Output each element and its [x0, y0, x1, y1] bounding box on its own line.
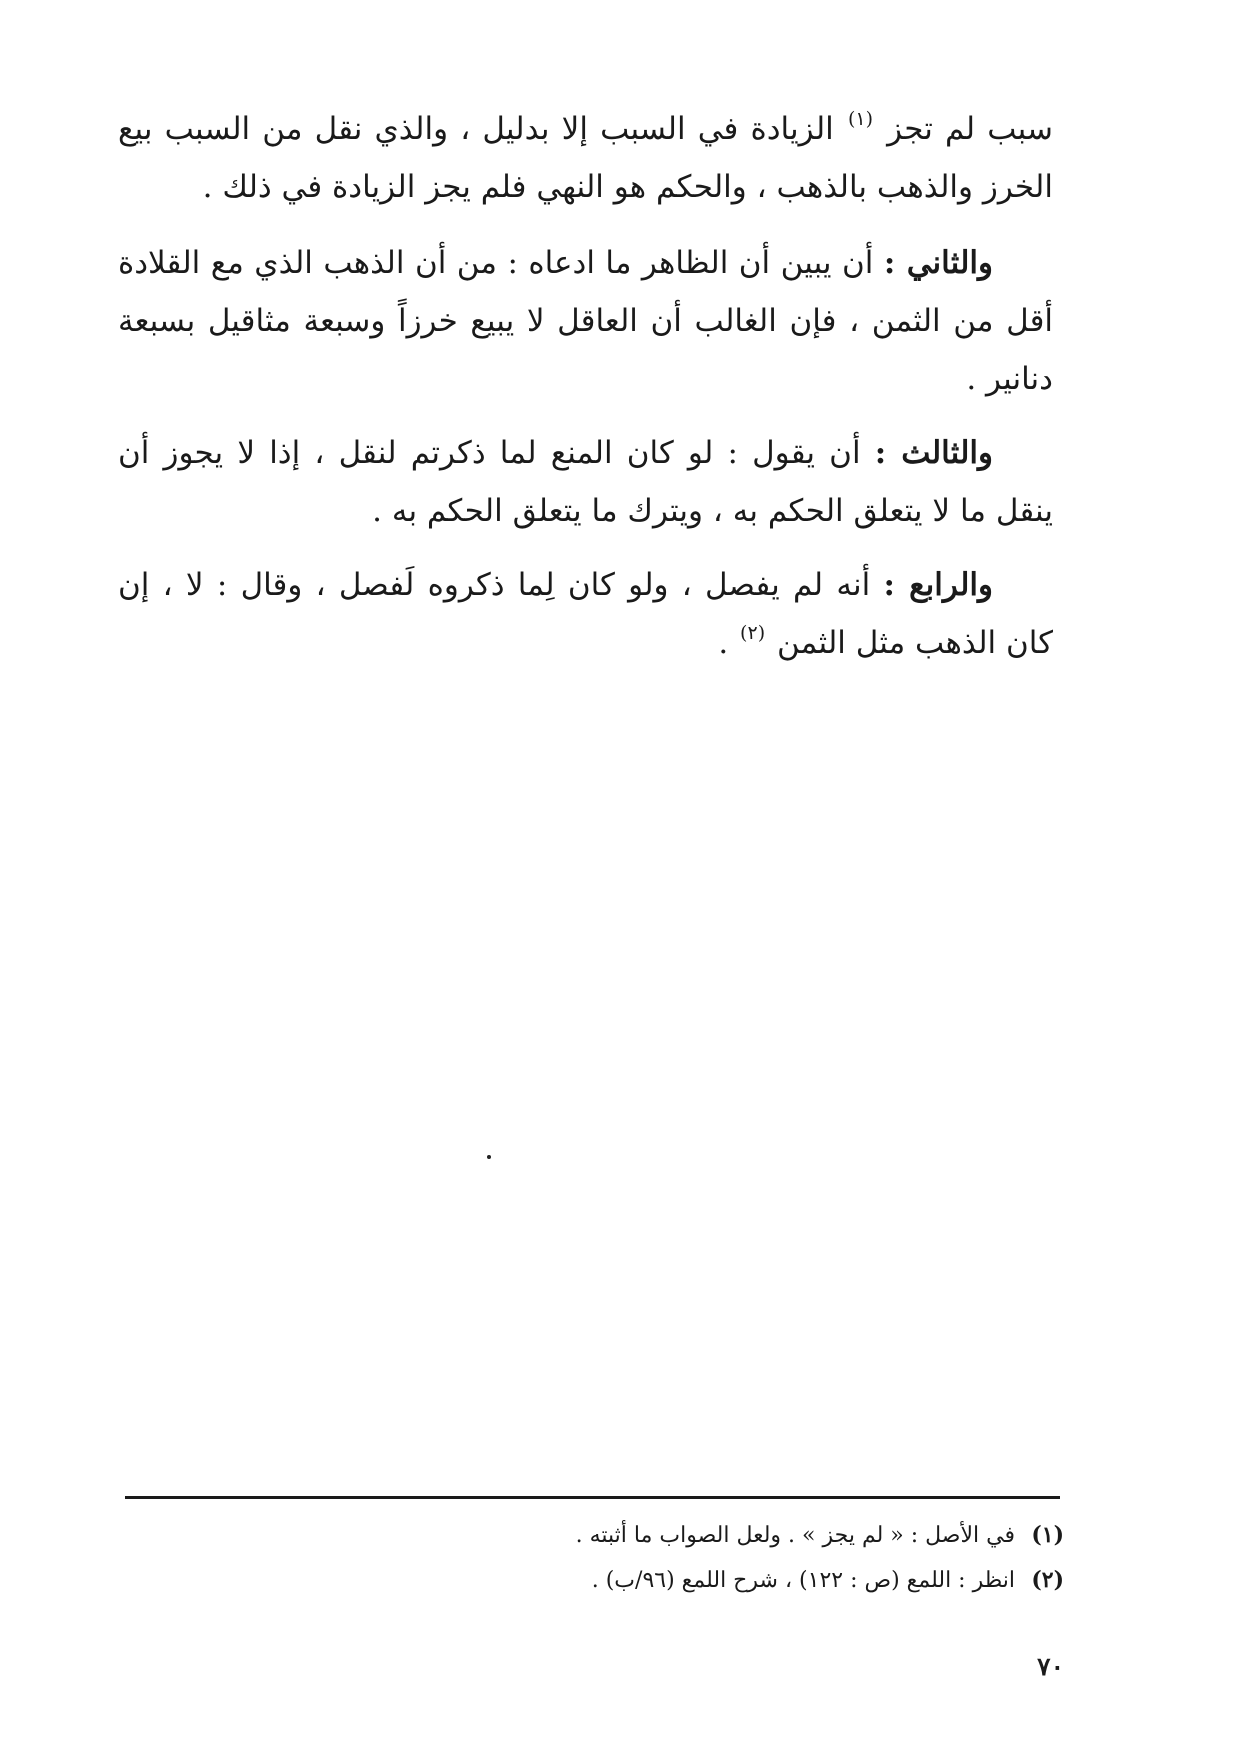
footnote-2: [164, 1558, 1064, 1603]
paragraph-2-lead: والثاني :: [883, 245, 993, 281]
paragraph-1-text-b: الزيادة في السبب إلا بدليل ، والذي نقل من السبب بيع الخرز والذهب بالذهب ، والحكم هو النهي فلم يجز الزيادة في ذلك .: [118, 111, 1053, 205]
main-text: [118, 100, 1053, 688]
paragraph-3-text: أن يقول : لو كان المنع لما ذكرتم لنقل ، إذا لا يجوز أن ينقل ما لا يتعلق الحكم به ، ويترك ما يتعلق الحكم به .: [118, 435, 1053, 529]
paragraph-1-text-a: سبب لم تجز: [887, 111, 1053, 147]
footnote-1: [164, 1513, 1064, 1558]
paragraph-2-text: أن يبين أن الظاهر ما ادعاه : من أن الذهب الذي مع القلادة أقل من الثمن ، فإن الغالب أن العاقل لا يبيع خرزاً وسبعة مثاقيل بسبعة دنانير .: [118, 245, 1053, 397]
paragraph-3: [118, 424, 1053, 540]
paragraph-2: [118, 234, 1053, 408]
footnotes: [164, 1513, 1064, 1603]
paragraph-4-lead: والرابع :: [883, 567, 994, 603]
footnote-ref-2[interactable]: (٢): [740, 622, 766, 644]
footnote-ref-1[interactable]: (١): [847, 108, 873, 130]
paragraph-4-text-b: .: [718, 625, 729, 661]
scan-speck: [487, 1155, 491, 1159]
footnote-1-text: في الأصل : « لم يجز » . ولعل الصواب ما أثبته .: [575, 1523, 1015, 1548]
paragraph-4: [118, 556, 1053, 672]
page-number: ٧٠: [1037, 1652, 1064, 1681]
footnote-2-text: انظر : اللمع (ص : ١٢٢) ، شرح اللمع (٩٦/ب) .: [591, 1568, 1015, 1593]
paragraph-1: [118, 100, 1053, 216]
paragraph-4-text-a: أنه لم يفصل ، ولو كان لِما ذكروه لَفصل ، وقال : لا ، إن كان الذهب مثل الثمن: [118, 567, 1053, 661]
footnote-2-number: (٢): [1031, 1567, 1064, 1593]
footnote-1-number: (١): [1031, 1522, 1064, 1548]
footnote-divider: [125, 1496, 1060, 1499]
paragraph-3-lead: والثالث :: [874, 435, 993, 471]
